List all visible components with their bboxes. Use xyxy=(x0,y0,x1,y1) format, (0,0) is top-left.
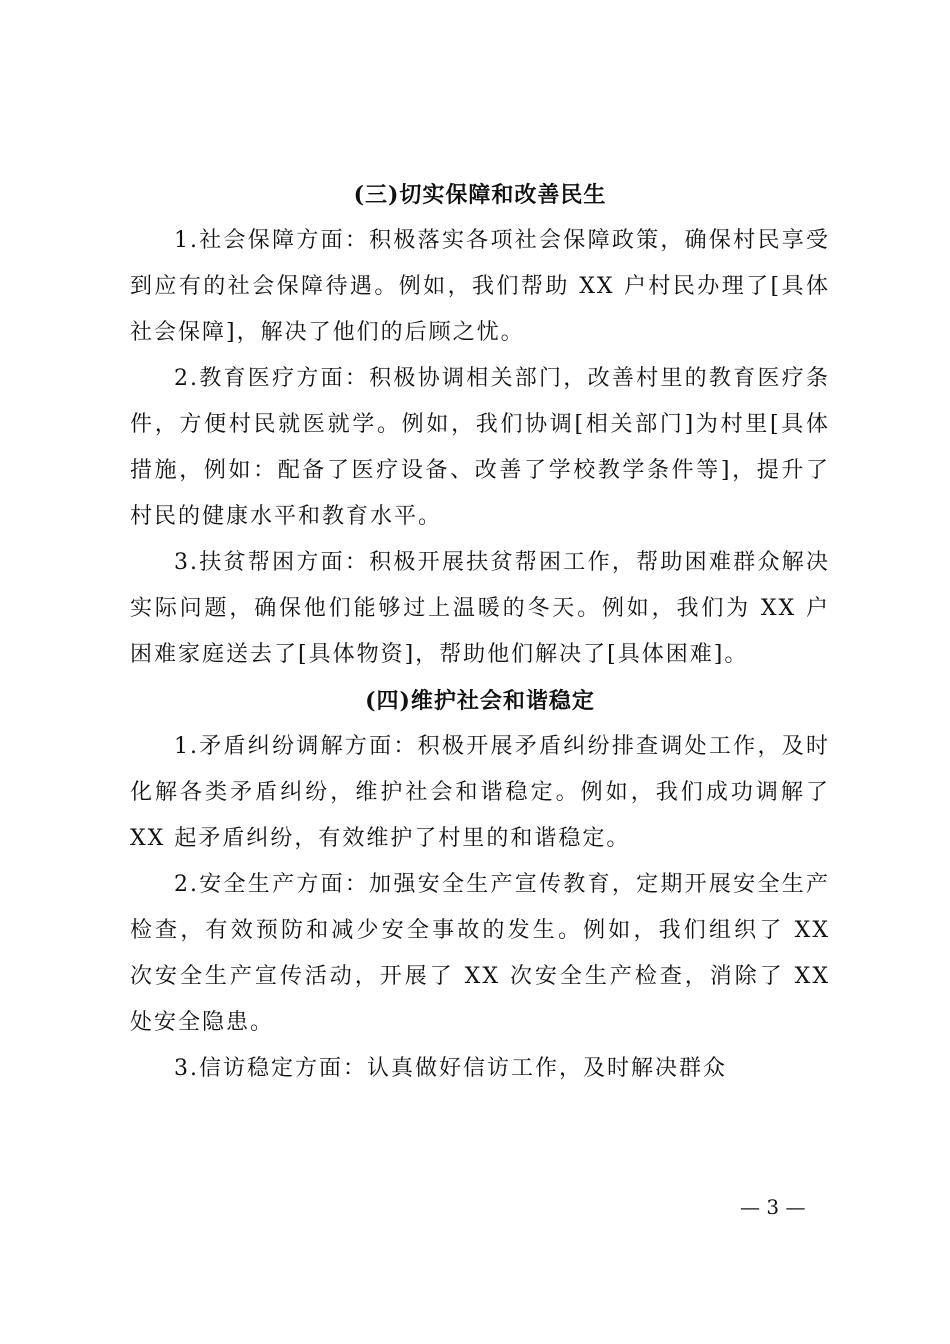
page-number: — 3 — xyxy=(740,1195,806,1219)
paragraph-dispute-mediation: 1.矛盾纠纷调解方面：积极开展矛盾纠纷排查调处工作，及时化解各类矛盾纠纷，维护社会和谐稳定。例如，我们成功调解了 XX 起矛盾纠纷，有效维护了村里的和谐稳定。 xyxy=(130,734,830,851)
section-heading-3: (三)切实保障和改善民生 xyxy=(353,182,607,208)
paragraph-education-medical: 2.教育医疗方面：积极协调相关部门，改善村里的教育医疗条件，方便村民就医就学。例如，我们协调[相关部门]为村里[具体措施，例如：配备了医疗设备、改善了学校教学条件等]，提升了村民的健康水平和教育水平。 xyxy=(130,366,830,529)
paragraph-social-security: 1.社会保障方面：积极落实各项社会保障政策，确保村民享受到应有的社会保障待遇。例如，我们帮助 XX 户村民办理了[具体社会保障]，解决了他们的后顾之忧。 xyxy=(130,228,830,345)
paragraph-poverty-relief: 3.扶贫帮困方面：积极开展扶贫帮困工作，帮助困难群众解决实际问题，确保他们能够过上温暖的冬天。例如，我们为 XX 户困难家庭送去了[具体物资]，帮助他们解决了[具体困难]。 xyxy=(130,550,830,667)
paragraph-petition-stability: 3.信访稳定方面：认真做好信访工作，及时解决群众 xyxy=(174,1056,727,1081)
page-body xyxy=(130,172,830,1092)
section-heading-4: (四)维护社会和谐稳定 xyxy=(365,688,595,714)
paragraph-safety-production: 2.安全生产方面：加强安全生产宣传教育，定期开展安全生产检查，有效预防和减少安全事故的发生。例如，我们组织了 XX 次安全生产宣传活动，开展了 XX 次安全生产检查，消除了 XX 处安全隐患。 xyxy=(130,872,830,1035)
